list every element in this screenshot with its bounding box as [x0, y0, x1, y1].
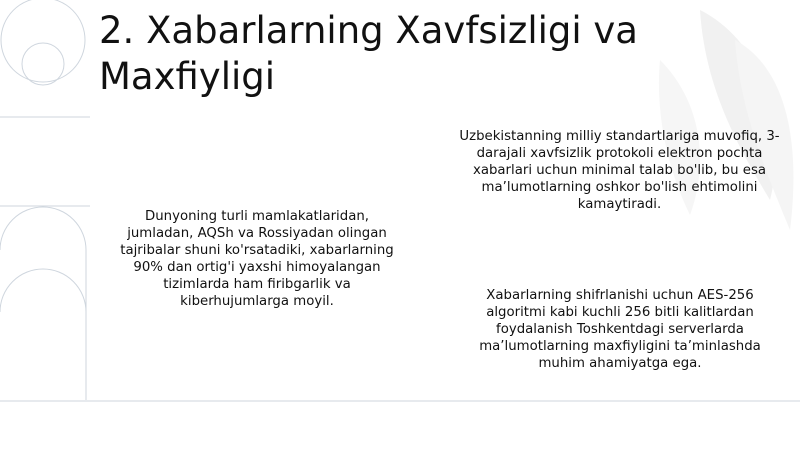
paragraph-left: Dunyoning turli mamlakatlaridan, jumladan, AQSh va Rossiyadan olingan tajribalar shuni ko'rsatadiki, xabarlarning 90% dan ortig'i yaxshi himoyalangan tizimlarda ham firibgarlik va kiberhujumlarga moyil.	[120, 209, 394, 309]
deco-circle-large	[1, 0, 85, 82]
deco-arch-lower	[0, 269, 86, 400]
paragraph-right-top: Uzbekistanning milliy standartlariga muvofiq, 3-darajali xavfsizlik protokoli elektron pochta xabarlari uchun minimal talab bo'lib, bu esa ma’lumotlarning oshkor bo'lish ehtimolini kamaytiradi.	[459, 129, 780, 212]
paragraph-right-bottom: Xabarlarning shifrlanishi uchun AES-256 algoritmi kabi kuchli 256 bitli kalitlardan foydalanish Toshkentdagi serverlarda ma’lumotlarning maxfiyligini ta’minlashda muhim ahamiyatga ega.	[479, 288, 761, 371]
slide-title: 2. Xabarlarning Xavfsizligi va Maxfiyligi	[99, 9, 638, 98]
deco-circle-small	[22, 43, 64, 85]
